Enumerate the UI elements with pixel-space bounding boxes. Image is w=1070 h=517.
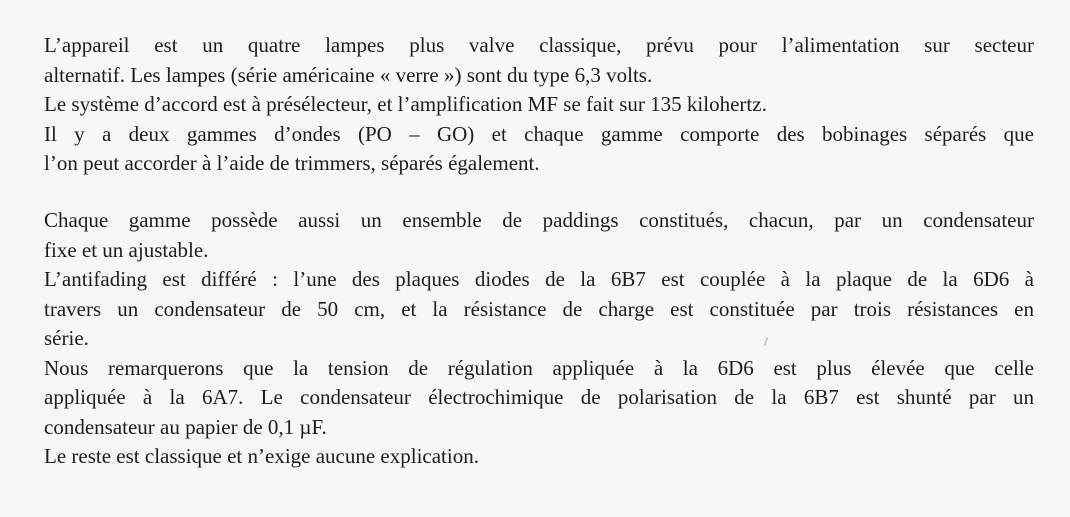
text-line: appliquée à la 6A7. Le condensateur électrochimique de polarisation de la 6B7 est shunté par un	[44, 385, 1034, 409]
text-line: Le reste est classique et n’exige aucune explication.	[44, 444, 479, 468]
text-line: Le système d’accord est à présélecteur, et l’amplification MF se fait sur 135 kilohertz.	[44, 92, 767, 116]
text-line: alternatif. Les lampes (série américaine « verre ») sont du type 6,3 volts.	[44, 62, 653, 87]
text-line: Nous remarquerons que la tension de régulation appliquée à la 6D6 est plus élevée que celle	[44, 355, 1034, 380]
text-line: Chaque gamme possède aussi un ensemble de paddings constitués, chacun, par un condensateur	[44, 208, 1034, 232]
paragraph-device-description	[44, 31, 1034, 179]
text-line: Il y a deux gammes d’ondes (PO – GO) et chaque gamme comporte des bobinages séparés que	[44, 121, 1034, 146]
text-line: l’on peut accorder à l’aide de trimmers, séparés également.	[44, 151, 540, 175]
text-line: travers un condensateur de 50 cm, et la résistance de charge est constituée par trois résistances en	[44, 296, 1034, 321]
paragraph-circuit-details	[44, 206, 1034, 472]
text-line: L’antifading est différé : l’une des plaques diodes de la 6B7 est couplée à la plaque de la 6D6 à	[44, 267, 1034, 291]
text-line: série.	[44, 326, 89, 350]
text-line: condensateur au papier de 0,1 µF.	[44, 414, 327, 439]
text-line: L’appareil est un quatre lampes plus valve classique, prévu pour l’alimentation sur secteur	[44, 33, 1034, 57]
text-line: fixe et un ajustable.	[44, 237, 209, 262]
